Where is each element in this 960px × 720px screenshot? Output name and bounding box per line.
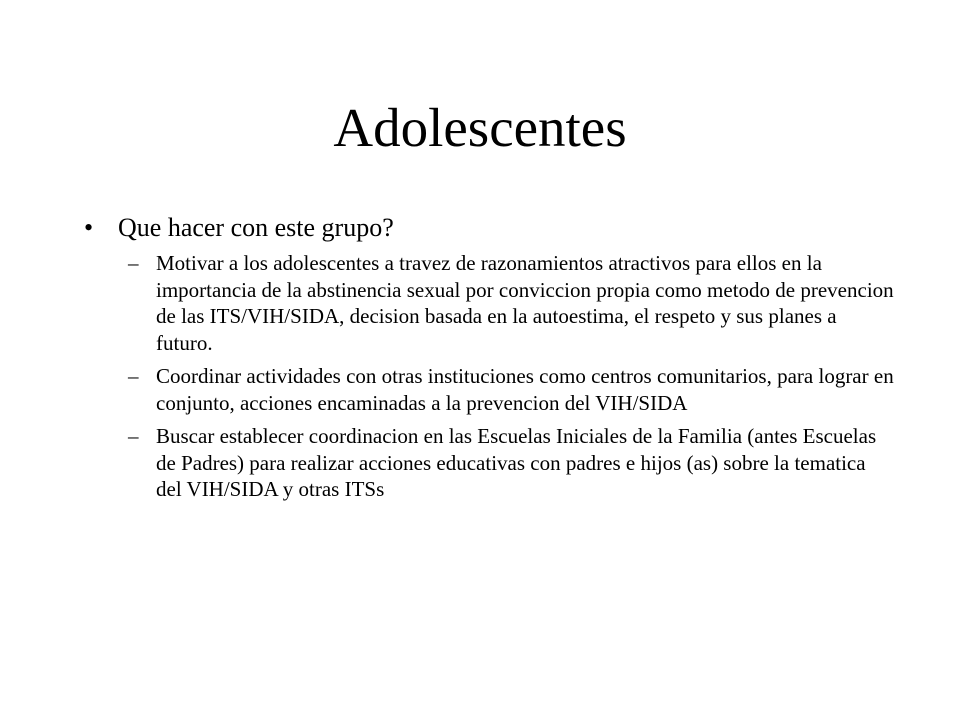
dash-marker: – — [128, 251, 139, 275]
bullet-text: Que hacer con este grupo? — [118, 213, 394, 242]
sub-bullet-item — [128, 363, 894, 416]
bullet-marker: • — [84, 213, 94, 242]
dash-marker: – — [128, 364, 139, 388]
slide-title: Adolescentes — [333, 97, 627, 158]
dash-marker: – — [128, 424, 139, 448]
sub-bullet-item — [128, 250, 894, 356]
sub-bullet-list — [128, 250, 894, 503]
sub-bullet-text: Buscar establecer coordinacion en las Escuelas Iniciales de la Familia (antes Escuelas de Padres) para realizar acciones educativas con padres e hijos (as) sobre la tematica del VIH/SIDA y otras ITSs — [156, 424, 877, 501]
sub-bullet-item — [128, 423, 894, 503]
slide-body — [84, 212, 894, 510]
sub-bullet-text: Motivar a los adolescentes a travez de razonamientos atractivos para ellos en la importancia de la abstinencia sexual por conviccion propia como metodo de prevencion de las ITS/VIH/SIDA, decision basada en la autoestima, el respeto y sus planes a futuro. — [156, 251, 894, 355]
sub-bullet-text: Coordinar actividades con otras instituciones como centros comunitarios, para lograr en conjunto, acciones encaminadas a la prevencion del VIH/SIDA — [156, 364, 894, 415]
bullet-item — [84, 212, 894, 244]
